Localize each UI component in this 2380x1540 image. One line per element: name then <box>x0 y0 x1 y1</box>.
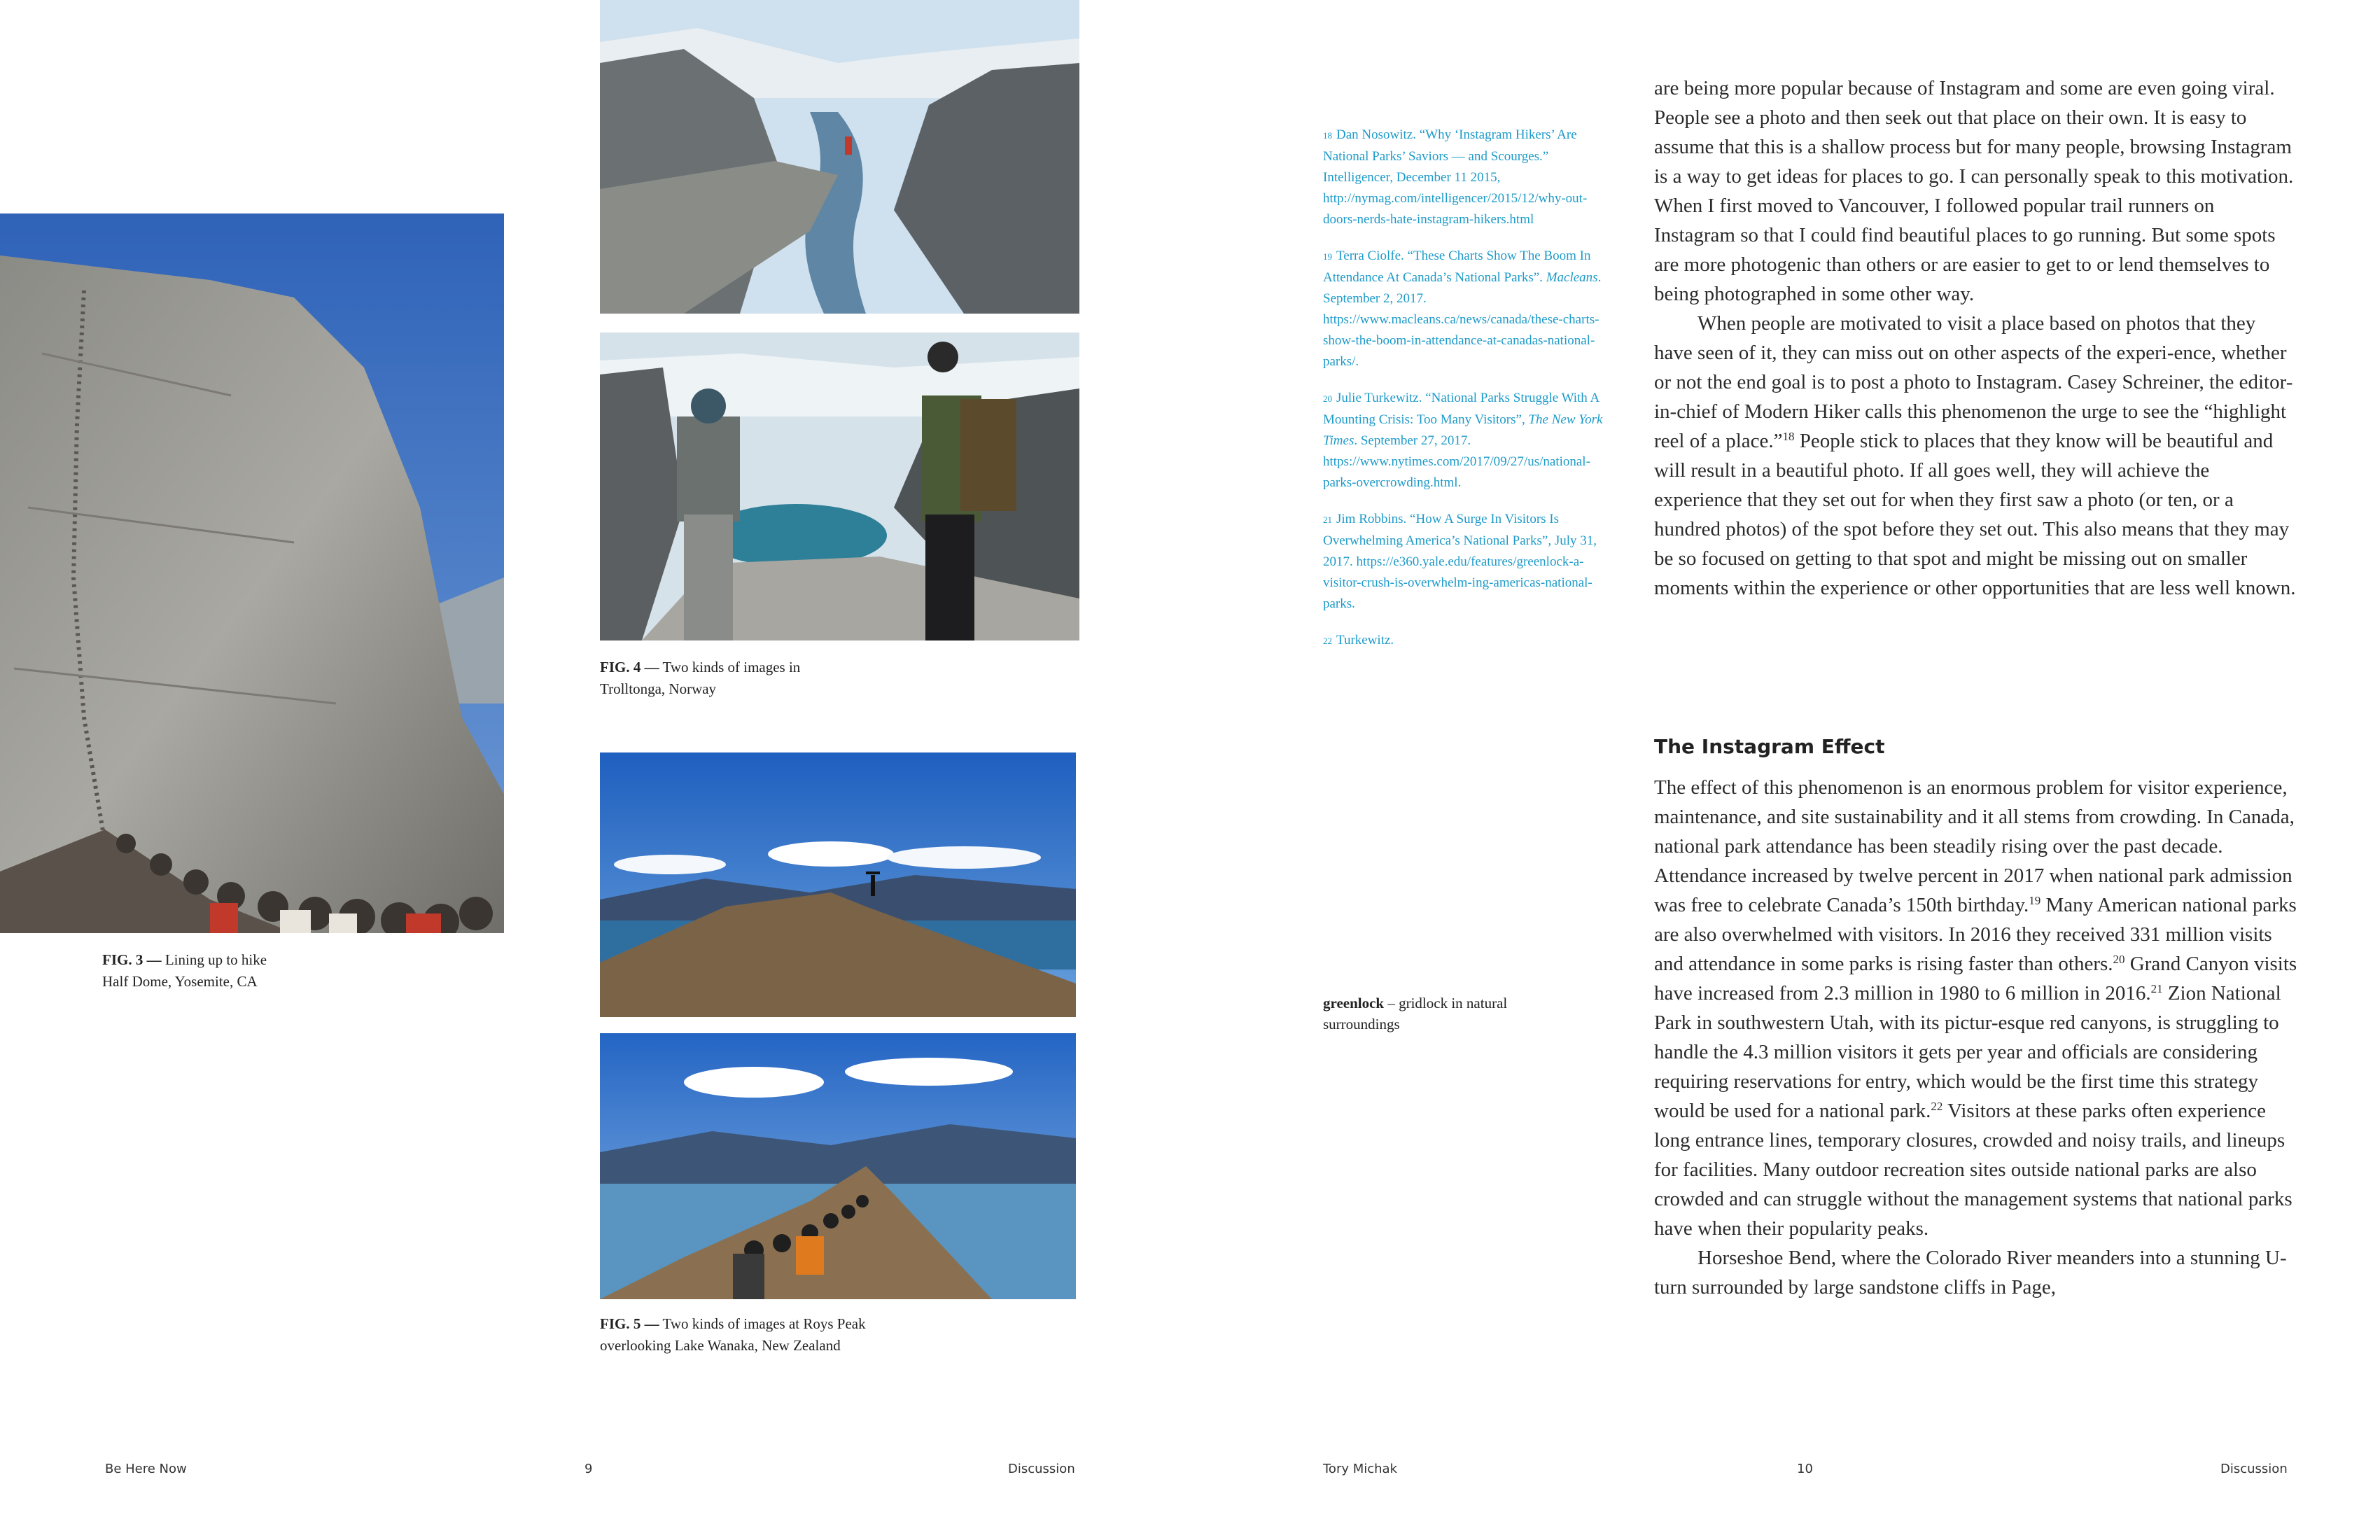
figure-4-caption <box>600 657 880 700</box>
paragraph: Horseshoe Bend, where the Colorado River meanders into a stunning U-turn surrounded by large sandstone cliffs in Page, <box>1654 1247 2287 1298</box>
figure-5-caption <box>600 1313 922 1357</box>
body-text-lower <box>1654 773 2298 1302</box>
figure-5-line1: Two kinds of images at Roys Peak <box>659 1315 866 1332</box>
glossary-text: – gridlock in natural surroundings <box>1323 995 1508 1032</box>
figure-3-line1: Lining up to hike <box>161 951 267 968</box>
footer-section-left: Discussion <box>1008 1462 1075 1476</box>
body-text-upper <box>1654 74 2298 603</box>
photo-roys-peak-queue <box>600 1033 1076 1299</box>
footer-page-number-left: 9 <box>584 1462 593 1476</box>
figure-5-label: FIG. 5 — <box>600 1315 659 1332</box>
footer-page-number-right: 10 <box>1797 1462 1813 1476</box>
figure-4-line2: Trolltonga, Norway <box>600 680 717 697</box>
photo-trolltunga-crowd <box>600 332 1079 640</box>
figure-3-label: FIG. 3 — <box>102 951 162 968</box>
figure-4-label: FIG. 4 — <box>600 659 659 676</box>
footnote: 19 Terra Ciolfe. “These Charts Show The Boom In Attendance At Canada’s National Parks”. Macleans. September 2, 2017. https://www.macleans.ca/news/canada/these-charts-show-the-boom-in-attendance-at-canadas-national-parks/. <box>1323 248 1602 369</box>
footer-section-right: Discussion <box>2220 1462 2288 1476</box>
figure-4-line1: Two kinds of images in <box>659 659 801 676</box>
section-heading: The Instagram Effect <box>1654 735 1885 758</box>
glossary-term: greenlock <box>1323 995 1385 1011</box>
photo-roys-peak-summit <box>600 752 1076 1017</box>
footer-book-title: Be Here Now <box>105 1462 187 1476</box>
paragraph: are being more popular because of Instagram and some are even going viral. People see a photo and then seek out that place on their own. It is easy to assume that this is a shallow process but for many people, browsing Instagram is a way to get ideas for places to go. I can personally speak to this motivation. When I first moved to Vancouver, I followed popular trail runners on Instagram so that I could find beautiful places to go running. But some spots are more photogenic than others or are easier to get to or lend themselves to being photographed in some other way. <box>1654 77 2294 305</box>
footnote: 21 Jim Robbins. “How A Surge In Visitors Is Overwhelming America’s National Parks”, July 31, 2017. https://e360.yale.edu/features/greenlock-a-visitor-crush-is-overwhelm-ing-americas-national-parks. <box>1323 512 1597 611</box>
photo-trolltunga-landscape <box>600 0 1079 314</box>
footnote: 18 Dan Nosowitz. “Why ‘Instagram Hikers’ Are National Parks’ Saviors — and Scourges.” Intelligencer, December 11 2015, http://nymag.com/intelligencer/2015/12/why-out-doors-nerds-hate-instagram-hikers.html <box>1323 127 1588 227</box>
figure-3-caption <box>102 949 382 993</box>
footnote: 22 Turkewitz. <box>1323 633 1394 648</box>
paragraph: The effect of this phenomenon is an enormous problem for visitor experience, maintenance, and site sustainability and it all stems from crowding. In Canada, national park attendance has been steadily rising over the past decade. Attendance increased by twelve percent in 2017 when national park admission was free to celebrate Canada’s 150th birthday.$^{19}$ Many American national parks are also overwhelmed with visitors. In 2016 they received 331 million visits and attendance in some parks is rising faster than others.$^{20}$ Grand Canyon visits have increased from 2.3 million in 1980 to 6 million in 2016.21 Zion National Park in southwestern Utah, with its pictur-esque red canyons, is struggling to handle the 4.3 million visitors it gets per year and officials are considering requiring reservations for entry, which would be the first time this strategy would be used for a national park.$^{22}$ Visitors at these parks often experience long entrance lines, temporary closures, crowded and noisy trails, and lineups for facilities. Many outdoor recreation sites outside national parks are also crowded and can struggle without the management systems that national parks have when their popularity peaks. <box>1654 776 2297 1240</box>
footer-author: Tory Michak <box>1323 1462 1398 1476</box>
figure-3-line2: Half Dome, Yosemite, CA <box>102 973 258 990</box>
paragraph: When people are motivated to visit a place based on photos that they have seen of it, they can miss out on other aspects of the experi-ence, whether or not the end goal is to post a photo to Instagram. Casey Schreiner, the editor-in-chief of Modern Hiker calls this phenomenon the urge to see the “highlight reel of a place.”$^{18}$ People stick to places that they know will be beautiful and will result in a beautiful photo. If all goes well, they will achieve the experience that they set out for when they first saw a photo (or ten, or a hundred photos) of the spot before they set out. This also means that they may be so focused on getting to that spot and might be missing out on smaller moments within the experience or other opportunities that are less well known. <box>1654 312 2296 599</box>
footnotes <box>1323 125 1617 667</box>
photo-half-dome <box>0 214 504 933</box>
glossary-definition <box>1323 993 1575 1035</box>
footnote: 20 Julie Turkewitz. “National Parks Struggle With A Mounting Crisis: Too Many Visitors”, The New York Times. September 27, 2017. https://www.nytimes.com/2017/09/27/us/national-parks-overcrowding.html. <box>1323 391 1603 490</box>
figure-5-line2: overlooking Lake Wanaka, New Zealand <box>600 1337 841 1354</box>
